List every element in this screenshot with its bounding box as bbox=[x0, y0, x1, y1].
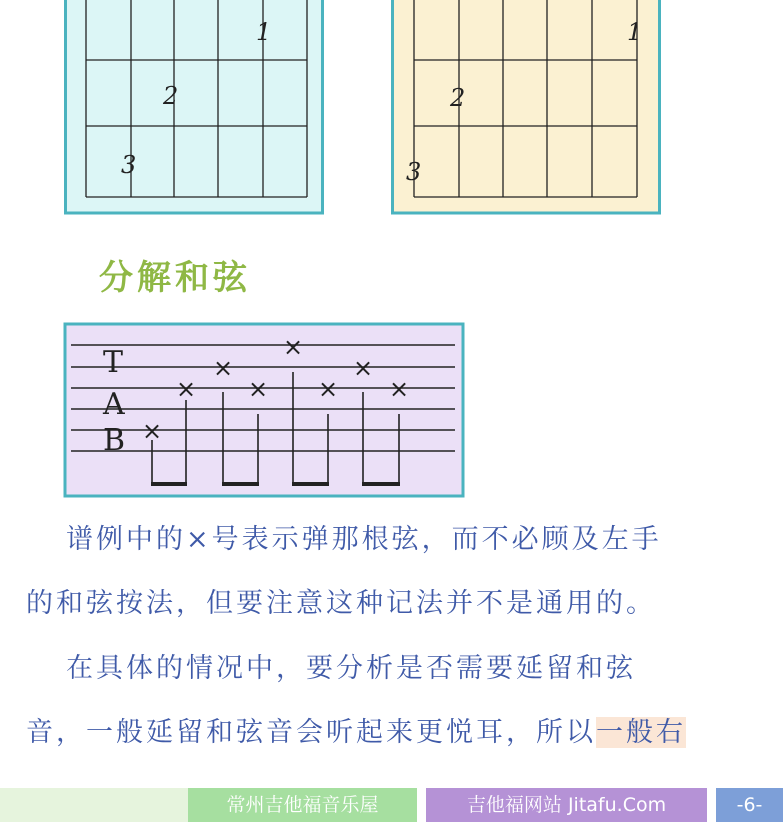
pluck-mark: × bbox=[317, 375, 339, 403]
chord-diagram-left bbox=[64, 0, 324, 216]
paragraph-1-line-1: 谱例中的×号表示弹那根弦，而不必顾及左手 bbox=[66, 524, 662, 555]
section-title: 分解和弦 bbox=[99, 258, 251, 298]
finger-number: 1 bbox=[627, 18, 643, 46]
page-number: -6- bbox=[716, 788, 783, 822]
paragraph-2-line-2-text: 音，一般延留和弦音会听起来更悦耳，所以 bbox=[26, 717, 596, 748]
finger-number: 3 bbox=[121, 151, 137, 179]
pluck-mark: × bbox=[212, 354, 234, 382]
finger-number: 3 bbox=[406, 158, 422, 186]
chord-diagram-right bbox=[391, 0, 661, 216]
tab-letter-b: B bbox=[103, 423, 126, 458]
tab-letter-a: A bbox=[103, 387, 125, 422]
paragraph-1 bbox=[26, 508, 766, 636]
page-footer bbox=[0, 788, 783, 822]
paragraph-1-line-2: 的和弦按法，但要注意这种记法并不是通用的。 bbox=[26, 588, 656, 619]
paragraph-2-line-1: 在具体的情况中，要分析是否需要延留和弦 bbox=[66, 653, 636, 684]
finger-number: 1 bbox=[256, 18, 272, 46]
footer-website-link[interactable]: 吉他福网站 Jitafu.Com bbox=[426, 788, 707, 822]
pluck-mark: × bbox=[282, 333, 304, 361]
pluck-mark: × bbox=[175, 375, 197, 403]
paragraph-2-line-2 bbox=[26, 701, 766, 765]
tab-staff bbox=[63, 322, 465, 498]
pluck-mark: × bbox=[388, 375, 410, 403]
pluck-mark: × bbox=[141, 417, 163, 445]
footer-studio-label: 常州吉他福音乐屋 bbox=[188, 788, 417, 822]
pluck-mark: × bbox=[247, 375, 269, 403]
paragraph-2 bbox=[26, 637, 766, 765]
finger-number: 2 bbox=[163, 82, 179, 110]
tab-letter-t: T bbox=[103, 345, 124, 380]
footer-bar-blank bbox=[0, 788, 188, 822]
highlighted-text: 一般右 bbox=[596, 717, 686, 748]
pluck-mark: × bbox=[352, 354, 374, 382]
finger-number: 2 bbox=[450, 84, 466, 112]
